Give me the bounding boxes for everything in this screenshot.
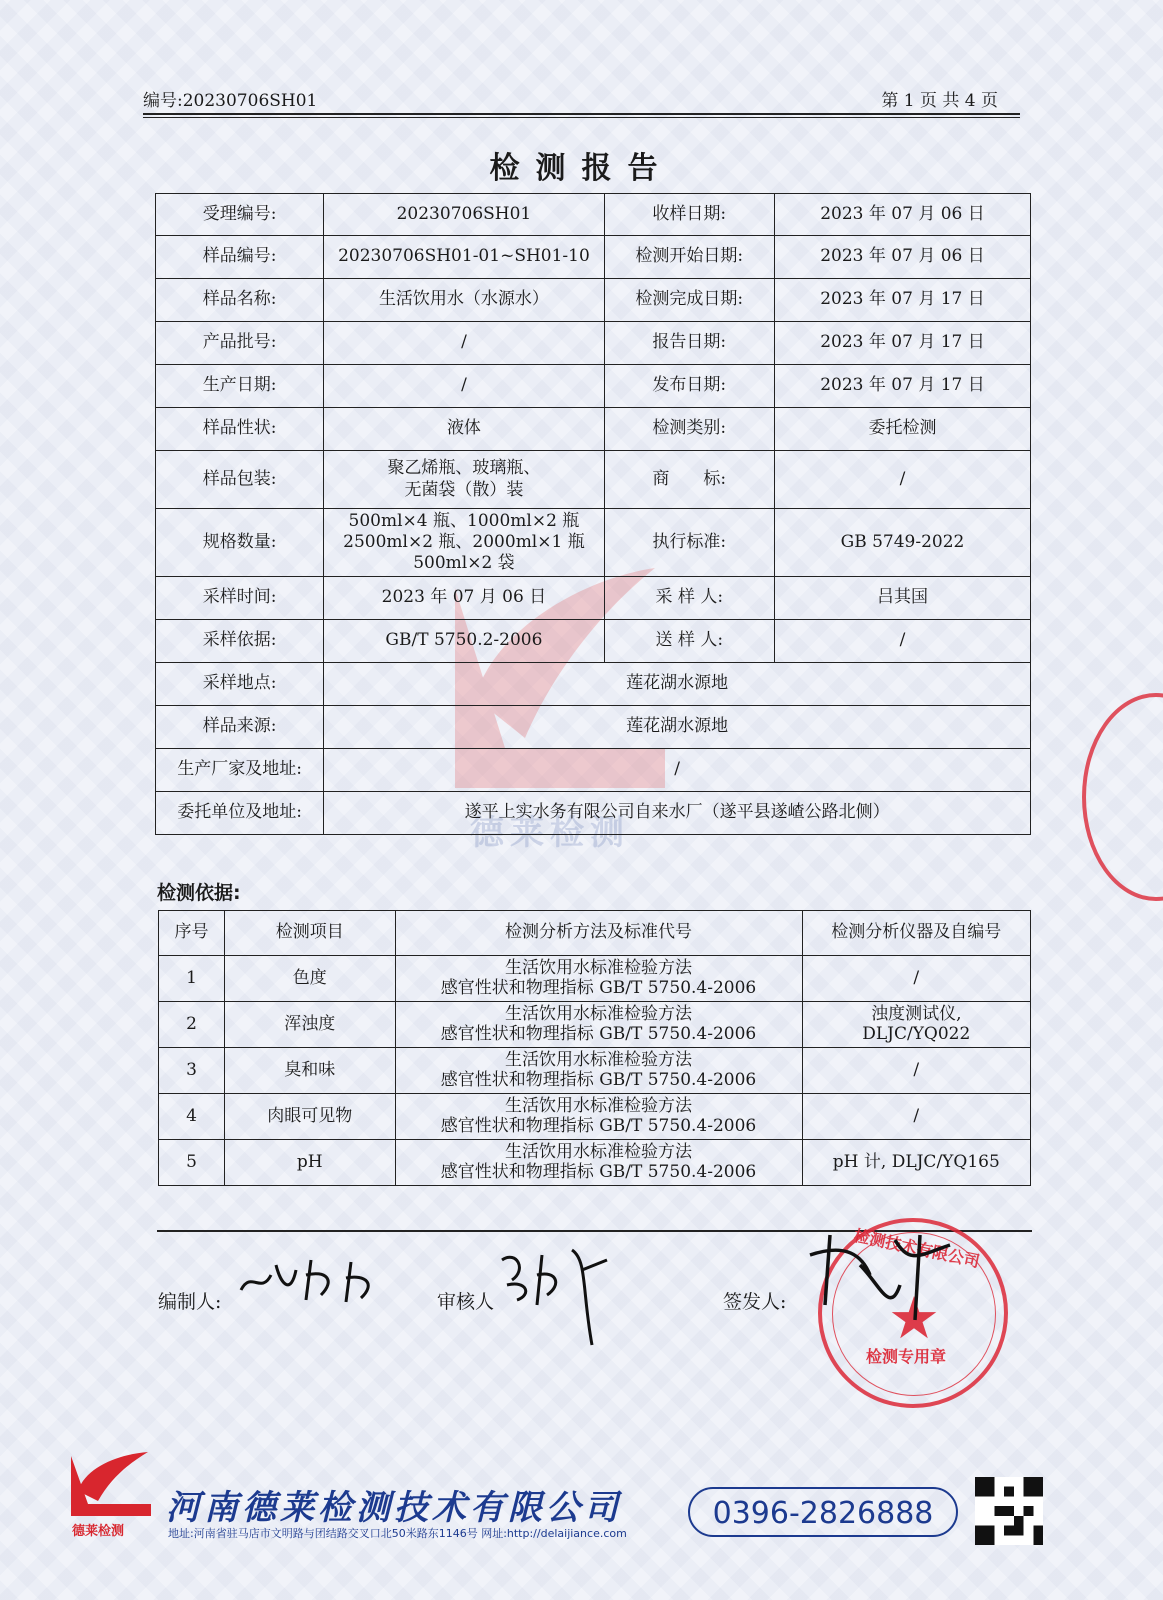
info-label: 采样地点:	[156, 663, 324, 706]
info-label: 样品名称:	[156, 279, 324, 322]
info-label: 报告日期:	[604, 322, 774, 365]
info-value: 聚乙烯瓶、玻璃瓶、 无菌袋（散）装	[324, 451, 604, 509]
seal-bottom-text: 检测专用章	[866, 1347, 947, 1366]
info-label: 发布日期:	[604, 365, 774, 408]
col-header-instrument: 检测分析仪器及自编号	[802, 911, 1030, 956]
method-standard: 生活饮用水标准检验方法 感官性状和物理指标 GB/T 5750.4-2006	[395, 1048, 802, 1094]
method-item: pH	[224, 1140, 395, 1186]
info-row	[156, 792, 1031, 835]
watermark-text: 德莱检测	[470, 813, 630, 853]
info-label: 样品性状:	[156, 408, 324, 451]
info-label: 受理编号:	[156, 194, 324, 236]
info-label: 样品包装:	[156, 451, 324, 509]
method-item: 色度	[224, 956, 395, 1002]
method-row	[159, 956, 1031, 1002]
company-phone: 0396-2826888	[688, 1487, 958, 1537]
method-standard: 生活饮用水标准检验方法 感官性状和物理指标 GB/T 5750.4-2006	[395, 1094, 802, 1140]
issuer-signature-icon	[800, 1225, 960, 1325]
info-label: 收样日期:	[604, 194, 774, 236]
info-row	[156, 408, 1031, 451]
info-row	[156, 577, 1031, 620]
info-row	[156, 322, 1031, 365]
info-value: 吕其国	[775, 577, 1031, 620]
method-standard: 生活饮用水标准检验方法 感官性状和物理指标 GB/T 5750.4-2006	[395, 956, 802, 1002]
info-value: /	[324, 749, 1031, 792]
method-row	[159, 1140, 1031, 1186]
method-row	[159, 1048, 1031, 1094]
info-value: 委托检测	[775, 408, 1031, 451]
method-index: 4	[159, 1094, 225, 1140]
basis-title: 检测依据:	[157, 882, 241, 904]
info-value: 液体	[324, 408, 604, 451]
info-value: 500ml×4 瓶、1000ml×2 瓶 2500ml×2 瓶、2000ml×1 瓶 500ml×2 袋	[324, 509, 604, 577]
reviewer-label: 审核人	[437, 1291, 495, 1313]
info-value: 20230706SH01	[324, 194, 604, 236]
method-item: 浑浊度	[224, 1002, 395, 1048]
compiler-label: 编制人:	[158, 1291, 222, 1313]
method-row	[159, 1094, 1031, 1140]
method-item: 肉眼可见物	[224, 1094, 395, 1140]
seal-star-icon: ★	[888, 1284, 940, 1352]
info-value: 2023 年 07 月 17 日	[775, 365, 1031, 408]
col-header-index: 序号	[159, 911, 225, 956]
info-value: 2023 年 07 月 06 日	[324, 577, 604, 620]
method-index: 2	[159, 1002, 225, 1048]
methods-table	[158, 910, 1031, 1186]
info-row	[156, 194, 1031, 236]
info-row	[156, 663, 1031, 706]
info-label: 规格数量:	[156, 509, 324, 577]
info-label: 检测完成日期:	[604, 279, 774, 322]
company-logo-icon	[66, 1446, 156, 1518]
sample-info-table	[155, 193, 1031, 835]
page-indicator: 第 1 页 共 4 页	[881, 91, 998, 111]
reviewer-signature-icon	[497, 1240, 617, 1350]
method-standard: 生活饮用水标准检验方法 感官性状和物理指标 GB/T 5750.4-2006	[395, 1002, 802, 1048]
info-value: /	[324, 365, 604, 408]
report-title: 检测报告	[489, 151, 674, 186]
info-row	[156, 749, 1031, 792]
company-address: 地址:河南省驻马店市文明路与团结路交叉口北50米路东1146号 网址:http://delaijiance.com	[168, 1527, 627, 1540]
method-instrument: 浊度测试仪, DLJC/YQ022	[802, 1002, 1030, 1048]
info-label: 执行标准:	[604, 509, 774, 577]
info-value: /	[775, 451, 1031, 509]
info-label: 检测开始日期:	[604, 236, 774, 279]
info-row	[156, 365, 1031, 408]
info-label: 采样时间:	[156, 577, 324, 620]
info-value: 2023 年 07 月 06 日	[775, 194, 1031, 236]
edge-seal-fragment	[1082, 693, 1163, 901]
info-value: 2023 年 07 月 06 日	[775, 236, 1031, 279]
info-row	[156, 236, 1031, 279]
issuer-label: 签发人:	[723, 1291, 787, 1313]
info-value: 生活饮用水（水源水）	[324, 279, 604, 322]
info-label: 采样依据:	[156, 620, 324, 663]
method-row	[159, 1002, 1031, 1048]
compiler-signature-icon	[236, 1250, 416, 1310]
info-label: 检测类别:	[604, 408, 774, 451]
method-instrument: /	[802, 1094, 1030, 1140]
method-instrument: /	[802, 1048, 1030, 1094]
info-label: 委托单位及地址:	[156, 792, 324, 835]
seal-top-text: 检测技术有限公司	[852, 1225, 982, 1272]
col-header-method: 检测分析方法及标准代号	[395, 911, 802, 956]
method-index: 1	[159, 956, 225, 1002]
info-label: 生产日期:	[156, 365, 324, 408]
info-row	[156, 279, 1031, 322]
info-row	[156, 620, 1031, 663]
info-label: 产品批号:	[156, 322, 324, 365]
info-value: 20230706SH01-01~SH01-10	[324, 236, 604, 279]
info-value: 2023 年 07 月 17 日	[775, 322, 1031, 365]
method-instrument: /	[802, 956, 1030, 1002]
method-index: 5	[159, 1140, 225, 1186]
info-value: /	[775, 620, 1031, 663]
info-value: 莲花湖水源地	[324, 706, 1031, 749]
header-rule	[143, 113, 1020, 115]
info-row	[156, 451, 1031, 509]
col-header-item: 检测项目	[224, 911, 395, 956]
info-value: 2023 年 07 月 17 日	[775, 279, 1031, 322]
method-item: 臭和味	[224, 1048, 395, 1094]
company-name: 河南德莱检测技术有限公司	[166, 1488, 622, 1528]
info-value: 莲花湖水源地	[324, 663, 1031, 706]
method-instrument: pH 计, DLJC/YQ165	[802, 1140, 1030, 1186]
info-label: 送 样 人:	[604, 620, 774, 663]
info-label: 商 标:	[604, 451, 774, 509]
info-label: 样品来源:	[156, 706, 324, 749]
info-row	[156, 509, 1031, 577]
info-row	[156, 706, 1031, 749]
method-index: 3	[159, 1048, 225, 1094]
header-rule-thin	[143, 117, 1020, 118]
logo-caption: 德莱检测	[72, 1524, 125, 1539]
info-value: GB 5749-2022	[775, 509, 1031, 577]
info-value: 遂平上实水务有限公司自来水厂（遂平县遂嵖公路北侧）	[324, 792, 1031, 835]
qr-code-icon	[975, 1477, 1043, 1545]
info-label: 样品编号:	[156, 236, 324, 279]
method-standard: 生活饮用水标准检验方法 感官性状和物理指标 GB/T 5750.4-2006	[395, 1140, 802, 1186]
report-serial: 编号:20230706SH01	[143, 91, 318, 111]
info-value: /	[324, 322, 604, 365]
info-label: 采 样 人:	[604, 577, 774, 620]
info-value: GB/T 5750.2-2006	[324, 620, 604, 663]
info-label: 生产厂家及地址:	[156, 749, 324, 792]
